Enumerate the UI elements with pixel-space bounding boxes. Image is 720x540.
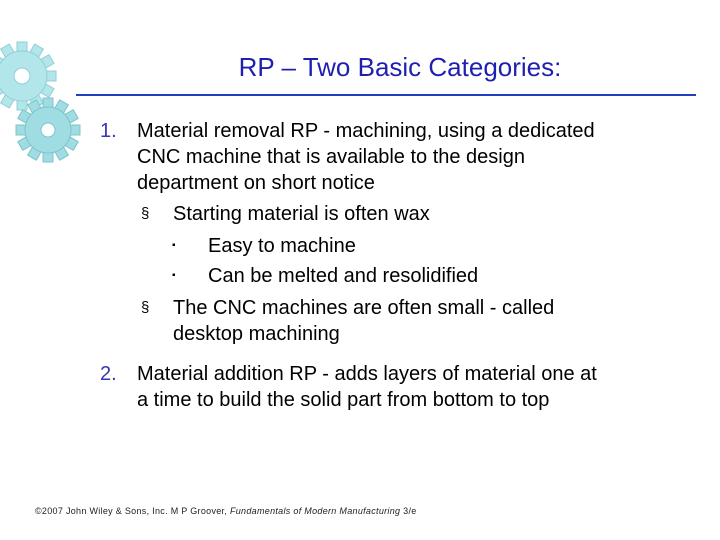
footer-edition: 3/e (400, 506, 417, 516)
item-text-line: department on short notice (137, 172, 375, 194)
section-bullet-icon: § (141, 299, 150, 316)
bullet-text: The CNC machines are often small - called (173, 297, 555, 319)
item-text-line: CNC machine that is available to the design (137, 146, 525, 168)
slide-title: RP – Two Basic Categories: (238, 52, 562, 82)
item-number: 2. (100, 363, 117, 385)
item-text-line: a time to build the solid part from bottom to top (137, 389, 550, 411)
bullet-text: Starting material is often wax (173, 203, 430, 225)
sub-bullet-text: Easy to machine (208, 235, 356, 257)
bullet-text: desktop machining (173, 323, 340, 345)
footer-book-title: Fundamentals of Modern Manufacturing (229, 506, 401, 516)
item-number: 1. (100, 120, 117, 142)
item-text-line: Material removal RP - machining, using a dedicated (137, 120, 595, 142)
title-rule (76, 94, 696, 96)
footer-prefix: ©2007 John Wiley & Sons, Inc. M P Groover, (35, 506, 230, 516)
gears-icon (0, 28, 90, 168)
footer-copyright (35, 506, 417, 516)
square-bullet-icon: ▪ (172, 270, 176, 281)
item-text-line: Material addition RP - adds layers of material one at (137, 363, 597, 385)
sub-bullet-text: Can be melted and resolidified (208, 265, 479, 287)
section-bullet-icon: § (141, 205, 150, 222)
square-bullet-icon: ▪ (172, 240, 176, 251)
